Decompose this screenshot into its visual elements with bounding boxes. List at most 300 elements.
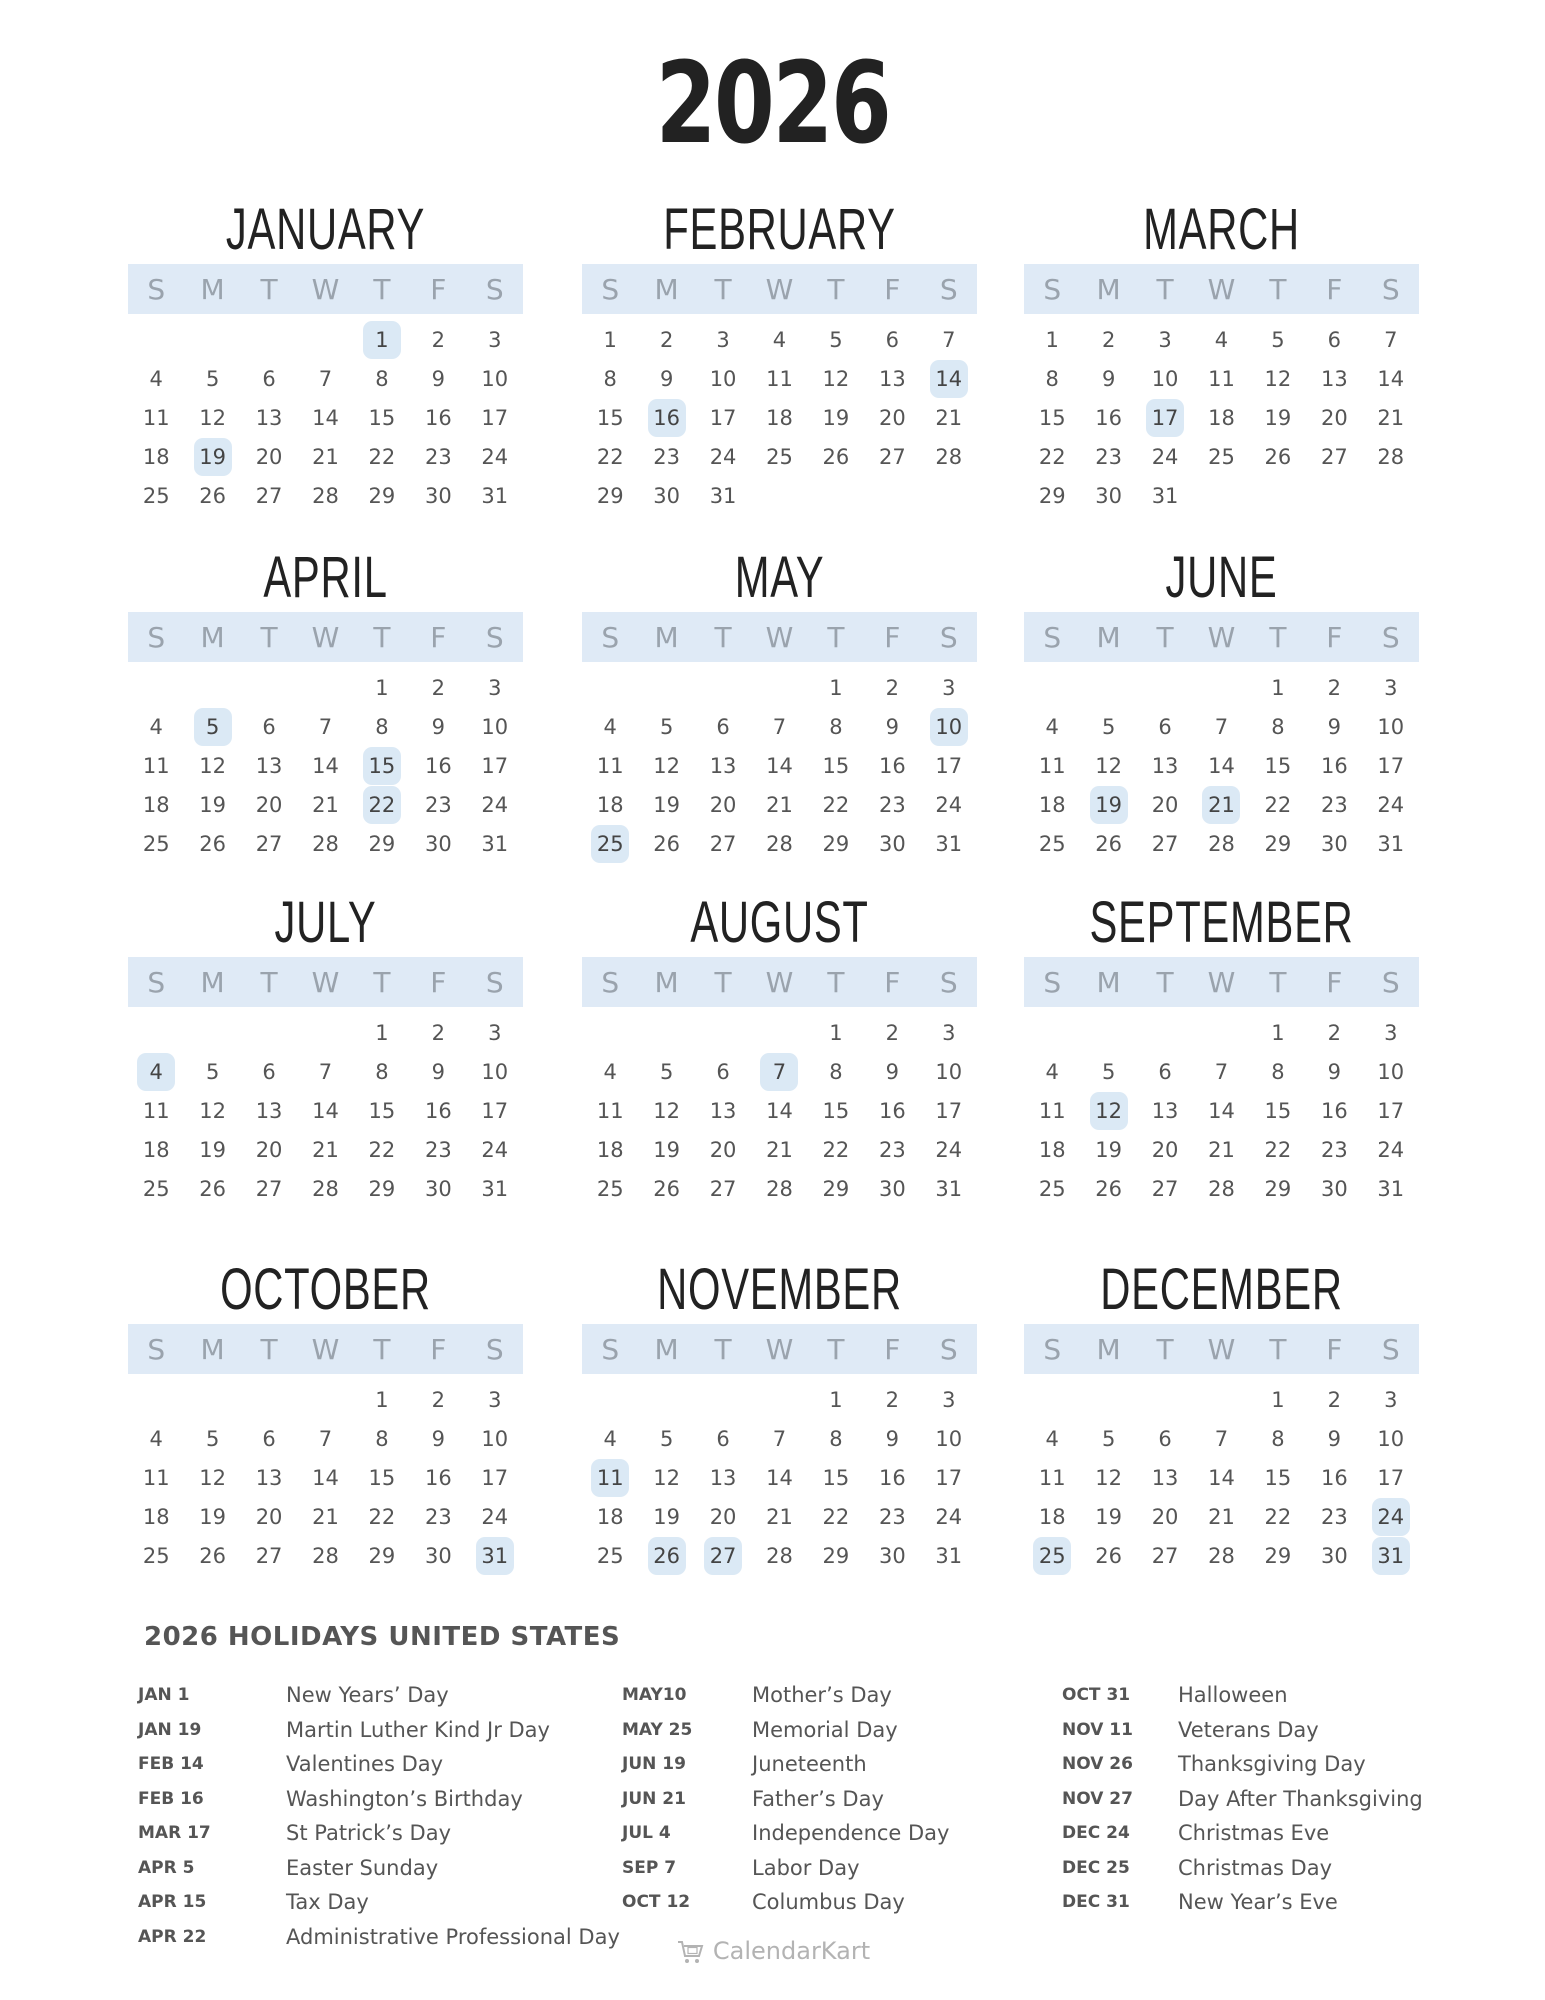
day-cell: 9	[431, 1426, 446, 1451]
day-cell: 5	[205, 1059, 220, 1084]
day-cell: 14	[1208, 1098, 1235, 1123]
weekday-label: M	[1096, 965, 1121, 999]
weekday-label: F	[884, 1332, 901, 1366]
holiday-row	[622, 1782, 949, 1817]
day-cell: 15	[596, 405, 624, 430]
weekday-label: S	[485, 1332, 504, 1366]
day-cell: 8	[375, 1426, 389, 1451]
day-cell: 17	[935, 1465, 963, 1490]
day-cell: 27	[1151, 1176, 1179, 1201]
day-cell: 20	[1151, 1137, 1179, 1162]
day-cell: 30	[653, 483, 680, 508]
day-cell: 11	[1038, 1098, 1066, 1123]
holiday-date: APR 15	[138, 1892, 207, 1913]
holiday-row	[138, 1678, 620, 1713]
day-cell: 7	[1384, 327, 1398, 352]
empty-cell	[1080, 1013, 1136, 1052]
day-cell: 18	[1038, 1504, 1066, 1529]
weekday-label: S	[939, 965, 958, 999]
day-cell: 15	[822, 1465, 850, 1490]
weekday-header	[582, 264, 977, 314]
day-cell: 17	[935, 1098, 963, 1123]
holiday-row	[622, 1747, 949, 1782]
day-cell: 12	[653, 753, 680, 778]
holiday-day: 11	[582, 1458, 638, 1497]
day-cell: 10	[481, 714, 509, 739]
day-cell: 27	[255, 831, 283, 856]
day-cell: 10	[1151, 366, 1179, 391]
day-cell: 19	[822, 405, 850, 430]
weekday-label: S	[1381, 620, 1400, 654]
empty-cell	[751, 1013, 807, 1052]
day-cell: 29	[1264, 831, 1292, 856]
day-grid	[582, 668, 977, 863]
empty-cell	[128, 1380, 184, 1419]
month-june	[1024, 545, 1419, 863]
day-cell: 11	[1038, 1465, 1066, 1490]
empty-cell	[1137, 668, 1193, 707]
holiday-date: JUL 4	[622, 1823, 671, 1844]
day-cell: 20	[709, 1137, 737, 1162]
day-cell: 7	[318, 714, 333, 739]
day-cell: 30	[424, 1543, 452, 1568]
holiday-name: Juneteenth	[752, 1752, 867, 1777]
holiday-name: Memorial Day	[752, 1717, 898, 1742]
day-cell: 22	[368, 444, 396, 469]
day-cell: 23	[424, 444, 452, 469]
day-cell: 30	[424, 831, 452, 856]
day-cell: 8	[375, 714, 389, 739]
weekday-label: S	[147, 620, 166, 654]
weekday-label: S	[1043, 620, 1062, 654]
day-cell: 31	[481, 831, 509, 856]
holiday-row	[138, 1816, 620, 1851]
weekday-label: M	[654, 620, 679, 654]
holiday-row	[1062, 1713, 1423, 1748]
day-cell: 9	[885, 1426, 900, 1451]
holiday-column	[622, 1678, 949, 1920]
day-cell: 21	[312, 792, 339, 817]
weekday-label: M	[200, 272, 225, 306]
day-cell: 12	[199, 753, 226, 778]
day-cell: 27	[1320, 444, 1348, 469]
day-cell: 5	[1271, 327, 1285, 352]
day-cell: 5	[1101, 1426, 1116, 1451]
day-cell: 8	[1271, 1426, 1285, 1451]
day-cell: 11	[1038, 753, 1066, 778]
day-cell: 26	[822, 444, 850, 469]
holiday-day: 24	[1363, 1497, 1419, 1536]
weekday-label: M	[1096, 620, 1121, 654]
day-cell: 4	[149, 366, 163, 391]
day-cell: 3	[942, 1387, 956, 1412]
day-cell: 24	[481, 1137, 509, 1162]
empty-cell	[128, 668, 184, 707]
holiday-name: Independence Day	[752, 1821, 950, 1846]
day-grid	[1024, 668, 1419, 863]
holiday-column	[138, 1678, 620, 1954]
day-cell: 20	[255, 792, 283, 817]
day-cell: 11	[766, 366, 793, 391]
weekday-label: S	[1381, 272, 1400, 306]
month-name: MAY	[734, 545, 825, 610]
day-cell: 5	[659, 1059, 674, 1084]
holiday-date: NOV 26	[1062, 1754, 1133, 1775]
empty-cell	[695, 1380, 751, 1419]
holiday-name: Halloween	[1178, 1683, 1288, 1708]
holiday-date: APR 5	[138, 1857, 195, 1878]
day-cell: 27	[709, 1176, 737, 1201]
holiday-row	[1062, 1678, 1423, 1713]
empty-cell	[582, 1013, 638, 1052]
day-cell: 1	[375, 1387, 389, 1412]
weekday-label: T	[1269, 272, 1287, 306]
day-cell: 17	[481, 753, 509, 778]
day-cell: 9	[1327, 1059, 1342, 1084]
day-cell: 3	[488, 1387, 502, 1412]
day-cell: 9	[1101, 366, 1116, 391]
empty-cell	[1137, 1013, 1193, 1052]
holiday-name: Valentines Day	[286, 1752, 444, 1777]
day-cell: 5	[659, 1426, 674, 1451]
day-cell: 9	[431, 1059, 446, 1084]
day-cell: 24	[1377, 792, 1405, 817]
day-cell: 17	[481, 405, 509, 430]
empty-cell	[1024, 1380, 1080, 1419]
day-cell: 15	[368, 1098, 396, 1123]
day-cell: 25	[142, 831, 170, 856]
day-cell: 2	[885, 675, 900, 700]
day-cell: 10	[1377, 1426, 1405, 1451]
weekday-header	[128, 957, 523, 1007]
day-cell: 19	[653, 792, 680, 817]
day-cell: 7	[318, 366, 333, 391]
holiday-name: St Patrick’s Day	[286, 1821, 451, 1846]
day-cell: 31	[935, 831, 963, 856]
day-cell: 18	[1208, 405, 1235, 430]
day-cell: 4	[149, 1426, 163, 1451]
weekday-label: T	[827, 620, 845, 654]
day-cell: 21	[1208, 1137, 1235, 1162]
weekday-label: T	[714, 965, 732, 999]
day-cell: 30	[1320, 1543, 1348, 1568]
day-cell: 22	[1038, 444, 1066, 469]
day-cell: 13	[1151, 753, 1179, 778]
day-cell: 22	[1264, 792, 1292, 817]
weekday-label: S	[1381, 965, 1400, 999]
holiday-date: NOV 27	[1062, 1788, 1133, 1809]
day-cell: 15	[822, 753, 850, 778]
empty-cell	[1193, 1013, 1249, 1052]
day-cell: 8	[1045, 366, 1059, 391]
weekday-label: T	[260, 272, 278, 306]
day-cell: 26	[199, 483, 226, 508]
empty-cell	[695, 668, 751, 707]
weekday-label: T	[1269, 620, 1287, 654]
holiday-day: 15	[354, 746, 410, 785]
day-cell: 15	[1264, 1098, 1292, 1123]
holiday-row	[1062, 1851, 1423, 1886]
day-cell: 8	[829, 1426, 843, 1451]
weekday-label: S	[601, 1332, 620, 1366]
day-cell: 5	[205, 366, 220, 391]
day-cell: 6	[1327, 327, 1342, 352]
month-name: JULY	[274, 890, 377, 955]
month-name: JANUARY	[225, 197, 426, 262]
day-cell: 30	[424, 483, 452, 508]
empty-cell	[184, 668, 240, 707]
holiday-row	[622, 1713, 949, 1748]
day-cell: 1	[375, 675, 389, 700]
day-cell: 16	[424, 1465, 452, 1490]
day-cell: 25	[142, 1176, 170, 1201]
day-cell: 8	[1271, 1059, 1285, 1084]
holiday-day: 12	[1080, 1091, 1136, 1130]
weekday-label: M	[200, 620, 225, 654]
day-cell: 4	[603, 1059, 617, 1084]
day-cell: 11	[142, 405, 170, 430]
day-cell: 25	[1038, 1176, 1066, 1201]
holiday-date: NOV 11	[1062, 1719, 1133, 1740]
empty-cell	[184, 1380, 240, 1419]
day-cell: 18	[596, 1504, 624, 1529]
day-cell: 31	[1377, 1176, 1405, 1201]
day-grid	[1024, 1013, 1419, 1208]
weekday-label: W	[311, 620, 340, 654]
holiday-date: MAR 17	[138, 1823, 211, 1844]
day-cell: 23	[424, 1504, 452, 1529]
day-cell: 1	[829, 1020, 843, 1045]
day-cell: 10	[935, 1426, 963, 1451]
day-cell: 31	[1377, 831, 1405, 856]
day-cell: 19	[199, 1504, 226, 1529]
day-cell: 6	[262, 1426, 276, 1451]
day-cell: 19	[1095, 1137, 1122, 1162]
holiday-name: Administrative Professional Day	[286, 1924, 620, 1949]
day-cell: 23	[424, 792, 452, 817]
holiday-name: Washington’s Birthday	[286, 1786, 523, 1811]
day-cell: 20	[255, 1504, 283, 1529]
day-cell: 5	[1101, 714, 1116, 739]
weekday-label: T	[260, 965, 278, 999]
day-cell: 18	[596, 1137, 624, 1162]
day-cell: 16	[1320, 1098, 1348, 1123]
day-cell: 3	[488, 327, 502, 352]
day-cell: 31	[709, 483, 737, 508]
holiday-name: Martin Luther Kind Jr Day	[286, 1717, 550, 1742]
weekday-label: S	[601, 272, 620, 306]
holiday-date: DEC 31	[1062, 1892, 1130, 1913]
weekday-header	[128, 612, 523, 662]
weekday-label: S	[485, 965, 504, 999]
brand-footer	[0, 1936, 1545, 1966]
holiday-date: DEC 24	[1062, 1823, 1130, 1844]
weekday-label: F	[1326, 1332, 1343, 1366]
day-cell: 30	[1320, 1176, 1348, 1201]
holiday-name: New Years’ Day	[286, 1683, 449, 1708]
holiday-day: 16	[638, 398, 694, 437]
day-cell: 24	[481, 444, 509, 469]
day-cell: 2	[1327, 675, 1342, 700]
empty-cell	[638, 668, 694, 707]
day-cell: 18	[142, 1137, 170, 1162]
month-march	[1024, 197, 1419, 515]
day-cell: 14	[766, 753, 793, 778]
holiday-name: Veterans Day	[1178, 1717, 1319, 1742]
day-cell: 5	[1101, 1059, 1116, 1084]
day-cell: 16	[424, 753, 452, 778]
day-grid	[1024, 320, 1419, 515]
day-cell: 3	[1384, 1020, 1398, 1045]
weekday-header	[1024, 264, 1419, 314]
day-cell: 14	[1377, 366, 1405, 391]
day-cell: 21	[312, 444, 339, 469]
day-cell: 23	[878, 1137, 906, 1162]
day-cell: 28	[1208, 831, 1235, 856]
holiday-row	[138, 1885, 620, 1920]
month-november	[582, 1257, 977, 1575]
day-cell: 9	[431, 366, 446, 391]
weekday-label: F	[430, 1332, 447, 1366]
holiday-date: JAN 19	[138, 1719, 202, 1740]
day-cell: 26	[1095, 1176, 1122, 1201]
weekday-label: S	[485, 620, 504, 654]
day-cell: 9	[659, 366, 674, 391]
day-cell: 24	[481, 1504, 509, 1529]
day-cell: 28	[312, 1176, 339, 1201]
day-cell: 30	[878, 1176, 906, 1201]
holiday-name: New Year’s Eve	[1178, 1890, 1338, 1915]
day-cell: 26	[1095, 1543, 1122, 1568]
holiday-name: Day After Thanksgiving	[1178, 1786, 1423, 1811]
day-cell: 11	[596, 1098, 624, 1123]
weekday-header	[1024, 612, 1419, 662]
day-cell: 14	[766, 1465, 793, 1490]
day-cell: 26	[199, 831, 226, 856]
day-cell: 22	[596, 444, 624, 469]
day-grid	[582, 1013, 977, 1208]
day-cell: 20	[255, 444, 283, 469]
day-cell: 25	[1208, 444, 1235, 469]
day-cell: 8	[829, 714, 843, 739]
weekday-label: S	[939, 272, 958, 306]
day-cell: 21	[766, 792, 793, 817]
day-cell: 23	[1320, 1504, 1348, 1529]
empty-cell	[1080, 1380, 1136, 1419]
day-cell: 24	[1151, 444, 1179, 469]
holiday-date: OCT 12	[622, 1892, 691, 1913]
day-cell: 4	[1045, 1426, 1059, 1451]
day-cell: 18	[766, 405, 793, 430]
day-cell: 29	[822, 1176, 850, 1201]
day-cell: 12	[1095, 1465, 1122, 1490]
day-cell: 27	[878, 444, 906, 469]
month-name: AUGUST	[690, 890, 869, 955]
day-cell: 20	[878, 405, 906, 430]
day-cell: 14	[1208, 1465, 1235, 1490]
day-cell: 31	[481, 483, 509, 508]
holiday-date: OCT 31	[1062, 1685, 1131, 1706]
day-cell: 9	[885, 1059, 900, 1084]
day-cell: 24	[709, 444, 737, 469]
day-cell: 6	[885, 327, 900, 352]
day-cell: 2	[431, 675, 446, 700]
day-cell: 9	[1327, 1426, 1342, 1451]
weekday-label: F	[430, 965, 447, 999]
weekday-label: T	[1269, 965, 1287, 999]
day-cell: 29	[596, 483, 624, 508]
day-cell: 22	[822, 792, 850, 817]
weekday-header	[128, 264, 523, 314]
day-grid	[128, 668, 523, 863]
weekday-label: T	[827, 272, 845, 306]
day-cell: 29	[368, 831, 396, 856]
holiday-name: Labor Day	[752, 1855, 860, 1880]
day-cell: 29	[822, 1543, 850, 1568]
day-cell: 20	[709, 1504, 737, 1529]
day-cell: 17	[481, 1098, 509, 1123]
day-cell: 12	[653, 1465, 680, 1490]
day-cell: 31	[481, 1176, 509, 1201]
year-title: 2026	[655, 39, 890, 169]
day-cell: 26	[653, 1176, 680, 1201]
weekday-label: M	[654, 272, 679, 306]
day-cell: 3	[942, 675, 956, 700]
weekday-label: W	[765, 620, 794, 654]
weekday-header	[1024, 1324, 1419, 1374]
day-cell: 11	[1208, 366, 1235, 391]
holiday-date: APR 22	[138, 1926, 207, 1947]
day-cell: 12	[199, 1098, 226, 1123]
empty-cell	[1193, 668, 1249, 707]
holiday-date: DEC 25	[1062, 1857, 1130, 1878]
day-grid	[128, 320, 523, 515]
weekday-label: W	[311, 1332, 340, 1366]
day-cell: 4	[772, 327, 787, 352]
day-cell: 19	[199, 792, 226, 817]
day-cell: 6	[262, 714, 276, 739]
day-cell: 13	[255, 405, 283, 430]
empty-cell	[1024, 668, 1080, 707]
day-cell: 17	[935, 753, 963, 778]
day-cell: 4	[1045, 714, 1059, 739]
weekday-label: M	[200, 965, 225, 999]
day-cell: 25	[1038, 831, 1066, 856]
day-cell: 30	[878, 1543, 906, 1568]
day-cell: 14	[766, 1098, 793, 1123]
weekday-label: T	[373, 965, 391, 999]
day-cell: 26	[1095, 831, 1122, 856]
holiday-day: 19	[1080, 785, 1136, 824]
empty-cell	[1193, 1380, 1249, 1419]
day-cell: 1	[375, 1020, 389, 1045]
holiday-day: 25	[582, 824, 638, 863]
weekday-header	[1024, 957, 1419, 1007]
day-cell: 22	[1264, 1137, 1292, 1162]
empty-cell	[297, 1380, 353, 1419]
day-cell: 1	[829, 1387, 843, 1412]
day-grid	[128, 1380, 523, 1575]
weekday-label: M	[654, 1332, 679, 1366]
day-cell: 16	[1320, 1465, 1348, 1490]
holiday-day: 26	[638, 1536, 694, 1575]
day-cell: 6	[716, 714, 730, 739]
weekday-label: S	[601, 620, 620, 654]
weekday-label: W	[765, 965, 794, 999]
weekday-label: T	[373, 1332, 391, 1366]
day-grid	[582, 320, 977, 515]
day-cell: 1	[1271, 675, 1285, 700]
